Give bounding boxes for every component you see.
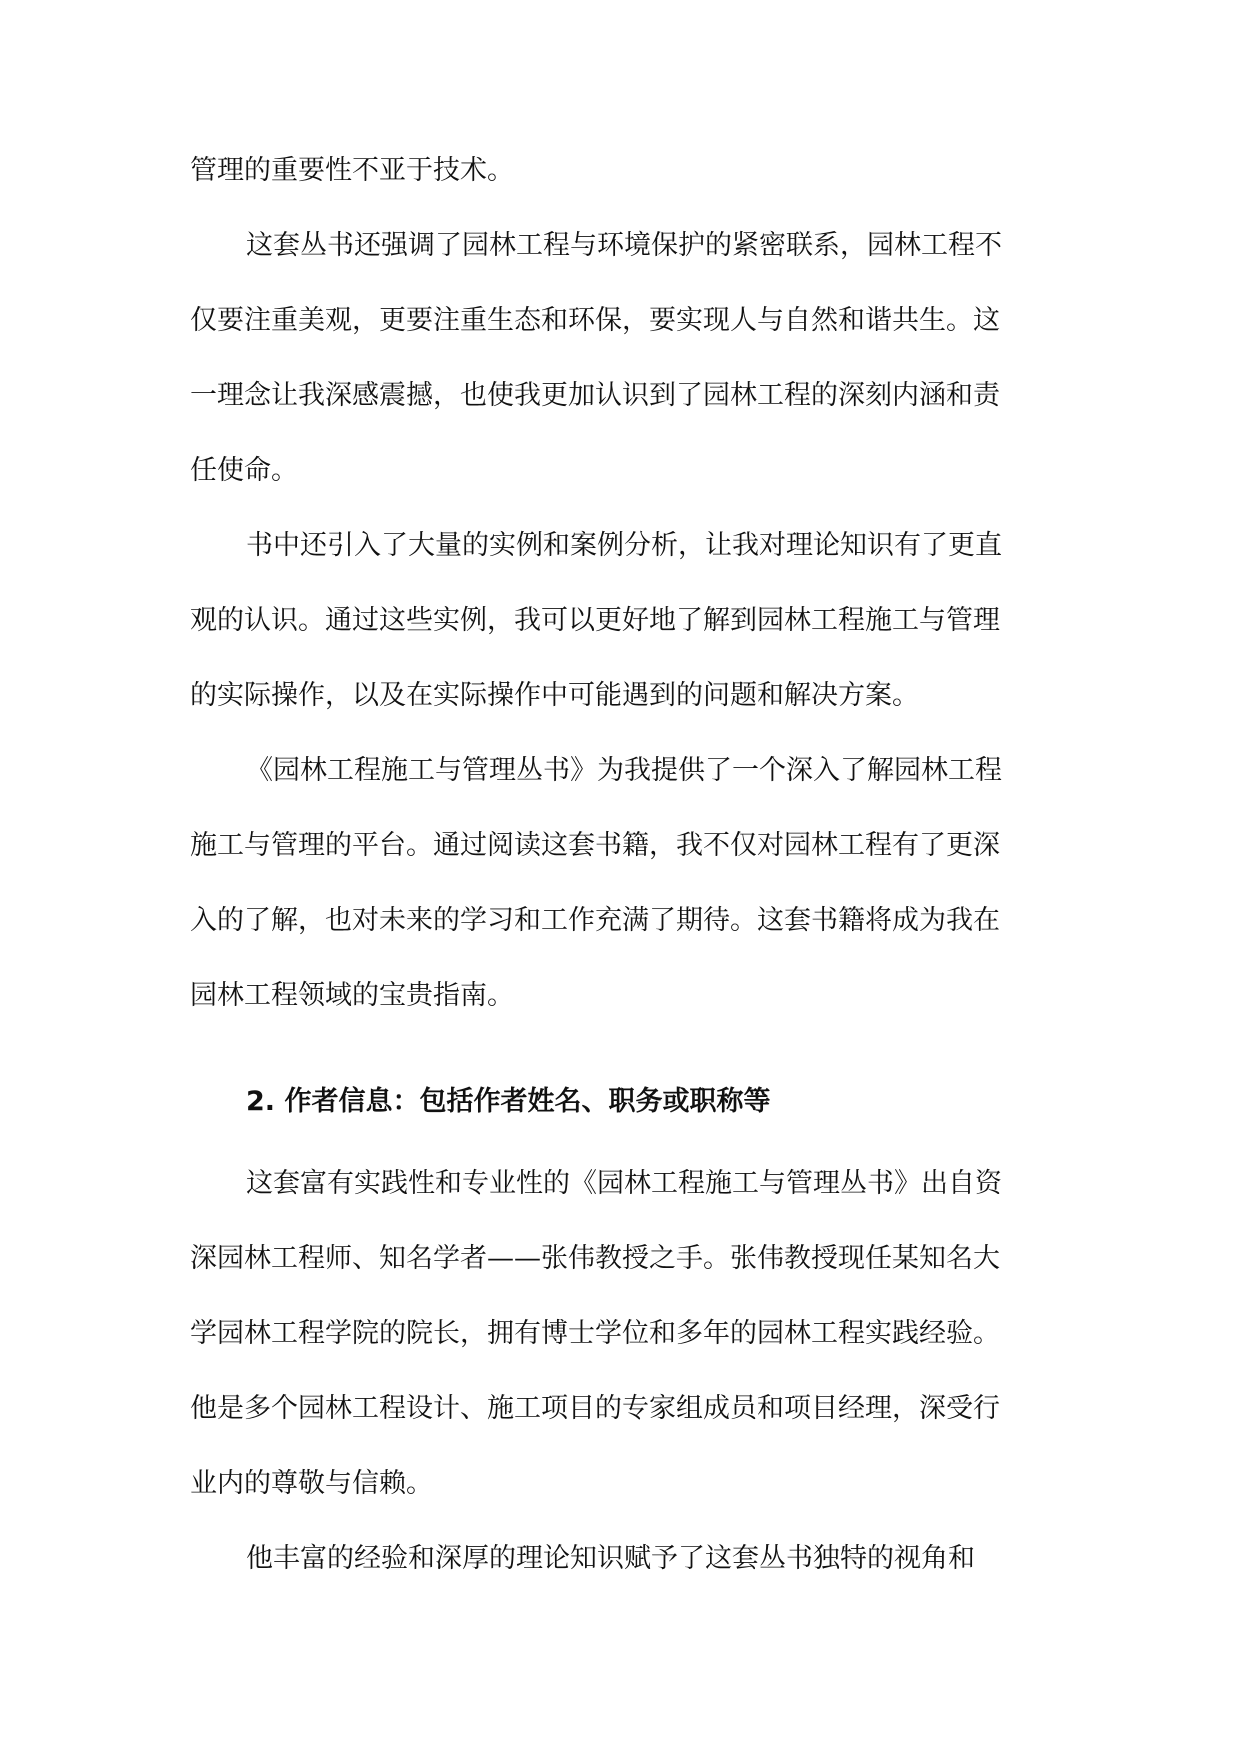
paragraph-line: 一理念让我深感震撼，也使我更加认识到了园林工程的深刻内涵和责: [190, 380, 1000, 411]
paragraph-line: 深园林工程师、知名学者——张伟教授之手。张伟教授现任某知名大: [190, 1243, 1000, 1274]
paragraph-line: 这套丛书还强调了园林工程与环境保护的紧密联系，园林工程不: [246, 230, 1002, 261]
paragraph-line: 仅要注重美观，更要注重生态和环保，要实现人与自然和谐共生。这: [190, 305, 1000, 336]
paragraph-line: 这套富有实践性和专业性的《园林工程施工与管理丛书》出自资: [246, 1168, 1002, 1199]
paragraph-line: 业内的尊敬与信赖。: [190, 1468, 433, 1499]
paragraph-line: 任使命。: [190, 455, 298, 486]
paragraph-line: 入的了解，也对未来的学习和工作充满了期待。这套书籍将成为我在: [190, 905, 1000, 936]
paragraph-line: 施工与管理的平台。通过阅读这套书籍，我不仅对园林工程有了更深: [190, 830, 1000, 861]
paragraph-line: 的实际操作，以及在实际操作中可能遇到的问题和解决方案。: [190, 680, 919, 711]
paragraph-line: 《园林工程施工与管理丛书》为我提供了一个深入了解园林工程: [246, 755, 1002, 786]
paragraph-line: 学园林工程学院的院长，拥有博士学位和多年的园林工程实践经验。: [190, 1318, 1000, 1349]
paragraph-line: 观的认识。通过这些实例，我可以更好地了解到园林工程施工与管理: [190, 605, 1000, 636]
paragraph-line: 他丰富的经验和深厚的理论知识赋予了这套丛书独特的视角和: [246, 1543, 975, 1574]
paragraph-line: 书中还引入了大量的实例和案例分析，让我对理论知识有了更直: [246, 530, 1002, 561]
paragraph-line: 管理的重要性不亚于技术。: [190, 155, 514, 186]
section-heading: 2. 作者信息：包括作者姓名、职务或职称等: [246, 1086, 771, 1117]
paragraph-line: 他是多个园林工程设计、施工项目的专家组成员和项目经理，深受行: [190, 1393, 1000, 1424]
paragraph-line: 园林工程领域的宝贵指南。: [190, 980, 514, 1011]
